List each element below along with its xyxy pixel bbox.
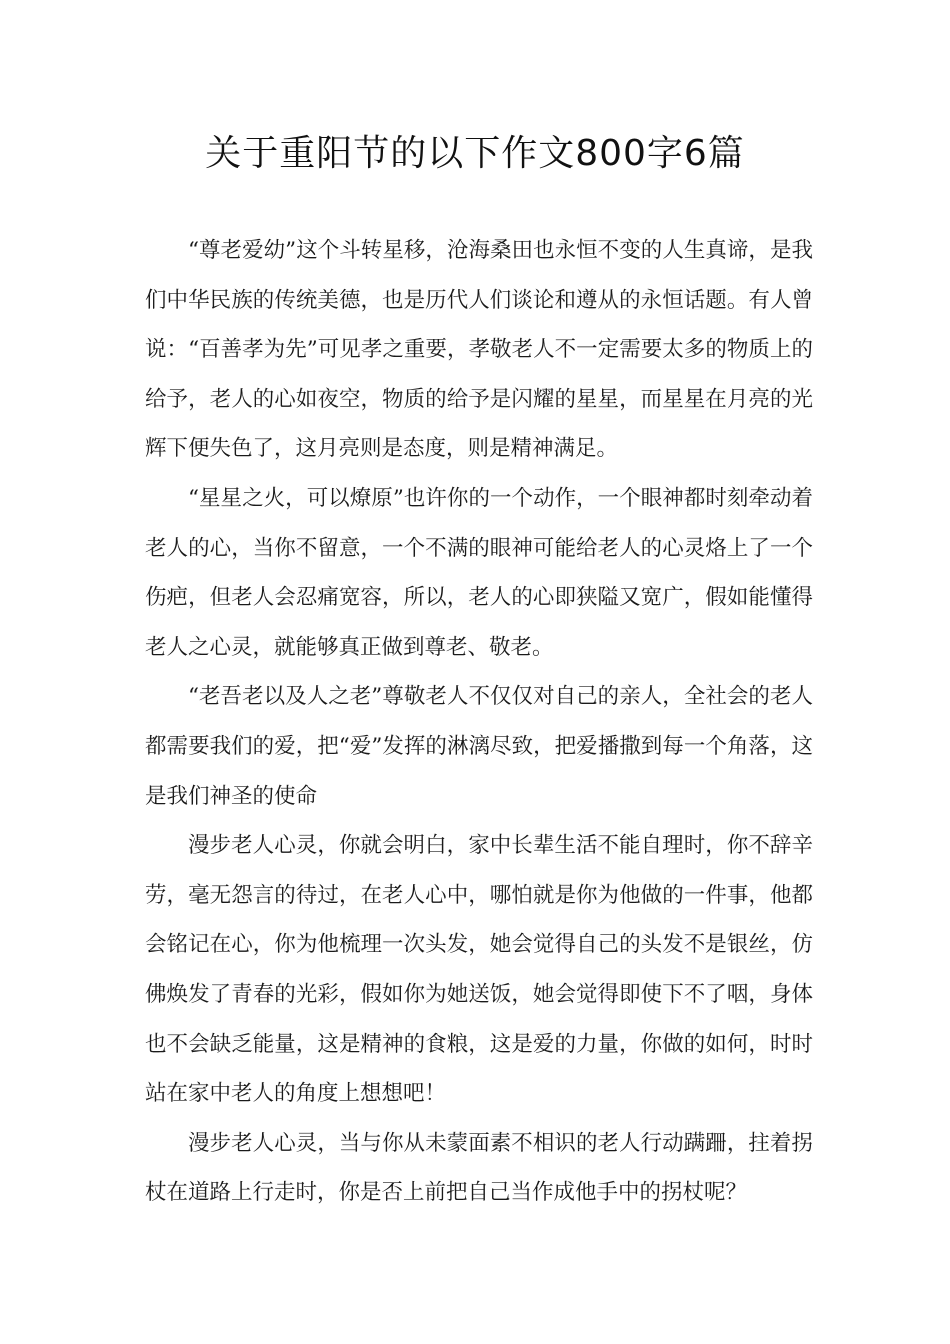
document-body	[145, 226, 813, 1218]
paragraph-1: “尊老爱幼”这个斗转星移，沧海桑田也永恒不变的人生真谛，是我们中华民族的传统美德，也是历代人们谈论和遵从的永恒话题。有人曾说：“百善孝为先”可见孝之重要，孝敬老人不一定需要太多的物质上的给予，老人的心如夜空，物质的给予是闪耀的星星，而星星在月亮的光辉下便失色了，这月亮则是态度，则是精神满足。	[145, 238, 813, 462]
paragraph-2: “星星之火，可以燎原”也许你的一个动作，一个眼神都时刻牵动着老人的心，当你不留意，一个不满的眼神可能给老人的心灵烙上了一个伤疤，但老人会忍痛宽容，所以，老人的心即狭隘又宽广，假如能懂得老人之心灵，就能够真正做到尊老、敬老。	[145, 485, 813, 660]
paragraph-3: “老吾老以及人之老”尊敬老人不仅仅对自己的亲人，全社会的老人都需要我们的爱，把“爱”发挥的淋漓尽致，把爱播撒到每一个角落，这是我们神圣的使命	[145, 684, 813, 809]
paragraph-5: 漫步老人心灵，当与你从未蒙面素不相识的老人行动蹒跚，拄着拐杖在道路上行走时，你是否上前把自己当作成他手中的拐杖呢？	[145, 1130, 813, 1206]
document-title: 关于重阳节的以下作文800字6篇	[205, 133, 745, 174]
paragraph-4: 漫步老人心灵，你就会明白，家中长辈生活不能自理时，你不辞辛劳，毫无怨言的待过，在老人心中，哪怕就是你为他做的一件事，他都会铭记在心，你为他梳理一次头发，她会觉得自己的头发不是银丝，仿佛焕发了青春的光彩，假如你为她送饭，她会觉得即使下不了咽，身体也不会缺乏能量，这是精神的食粮，这是爱的力量，你做的如何，时时站在家中老人的角度上想想吧！	[145, 833, 813, 1107]
